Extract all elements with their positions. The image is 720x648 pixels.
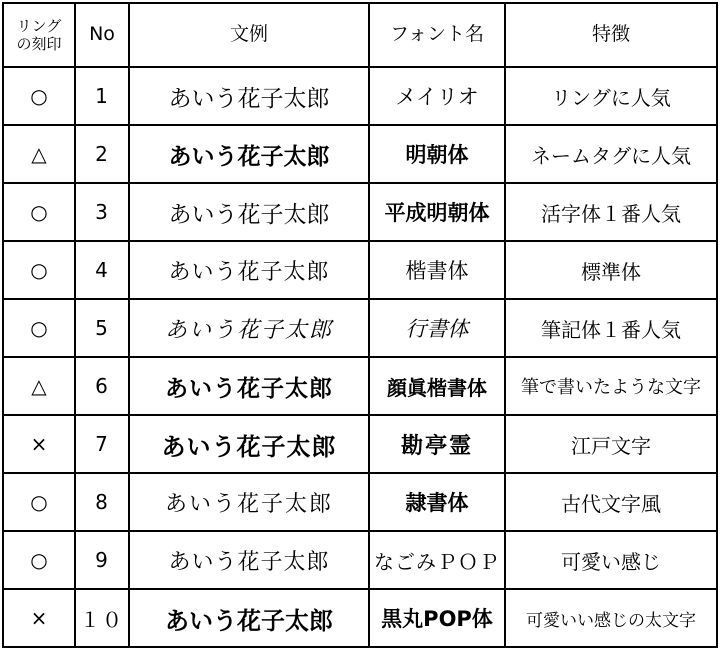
sample-text: あいう花子太郎 [129,473,369,531]
table-row [3,357,717,415]
font-name: 黒丸POP体 [369,589,505,647]
ring-engraving-mark: △ [3,125,75,183]
feature-text: 筆記体１番人気 [505,299,717,357]
sample-text: あいう花子太郎 [129,299,369,357]
column-header-sample: 文例 [129,3,369,67]
feature-text: 筆で書いたような文字 [505,357,717,415]
font-name: 明朝体 [369,125,505,183]
table-row [3,67,717,125]
table-row [3,299,717,357]
ring-engraving-mark: × [3,589,75,647]
ring-engraving-mark: ○ [3,473,75,531]
ring-engraving-mark: ○ [3,183,75,241]
row-number: 8 [75,473,129,531]
font-name: メイリオ [369,67,505,125]
feature-text: 古代文字風 [505,473,717,531]
feature-text: 江戸文字 [505,415,717,473]
row-number: １０ [75,589,129,647]
ring-engraving-mark: × [3,415,75,473]
sample-text: あいう花子太郎 [129,357,369,415]
table-row [3,241,717,299]
font-name: 顔眞楷書体 [369,357,505,415]
table-row [3,183,717,241]
row-number: 9 [75,531,129,589]
sample-text: あいう花子太郎 [129,589,369,647]
feature-text: 活字体１番人気 [505,183,717,241]
ring-engraving-mark: ○ [3,531,75,589]
row-number: 5 [75,299,129,357]
row-number: 4 [75,241,129,299]
row-number: 3 [75,183,129,241]
table-header [3,3,717,67]
table-row [3,473,717,531]
row-number: 1 [75,67,129,125]
row-number: 6 [75,357,129,415]
feature-text: 可愛いい感じの太文字 [505,589,717,647]
ring-engraving-mark: ○ [3,67,75,125]
font-name: 行書体 [369,299,505,357]
font-name: 隷書体 [369,473,505,531]
feature-text: ネームタグに人気 [505,125,717,183]
table-row [3,125,717,183]
font-sample-table [2,2,718,648]
row-number: 2 [75,125,129,183]
table-row [3,415,717,473]
sample-text: あいう花子太郎 [129,183,369,241]
table-row [3,531,717,589]
sample-text: あいう花子太郎 [129,531,369,589]
column-header-ring-engraving-line2: の刻印 [16,35,62,53]
column-header-ring-engraving-line1: リング [16,17,62,35]
sample-text: あいう花子太郎 [129,415,369,473]
font-name: 楷書体 [369,241,505,299]
column-header-fontname: フォント名 [369,3,505,67]
header-row [3,3,717,67]
feature-text: 標準体 [505,241,717,299]
table-body [3,67,717,647]
column-header-feature: 特徴 [505,3,717,67]
sample-text: あいう花子太郎 [129,67,369,125]
column-header-ring-engraving [3,3,75,67]
row-number: 7 [75,415,129,473]
ring-engraving-mark: ○ [3,241,75,299]
column-header-no: No [75,3,129,67]
font-sample-sheet [0,2,720,647]
sample-text: あいう花子太郎 [129,125,369,183]
font-name: 勘亭霊 [369,415,505,473]
table-row [3,589,717,647]
ring-engraving-mark: △ [3,357,75,415]
font-name: 平成明朝体 [369,183,505,241]
feature-text: 可愛い感じ [505,531,717,589]
sample-text: あいう花子太郎 [129,241,369,299]
font-name: なごみＰＯＰ [369,531,505,589]
ring-engraving-mark: ○ [3,299,75,357]
feature-text: リングに人気 [505,67,717,125]
